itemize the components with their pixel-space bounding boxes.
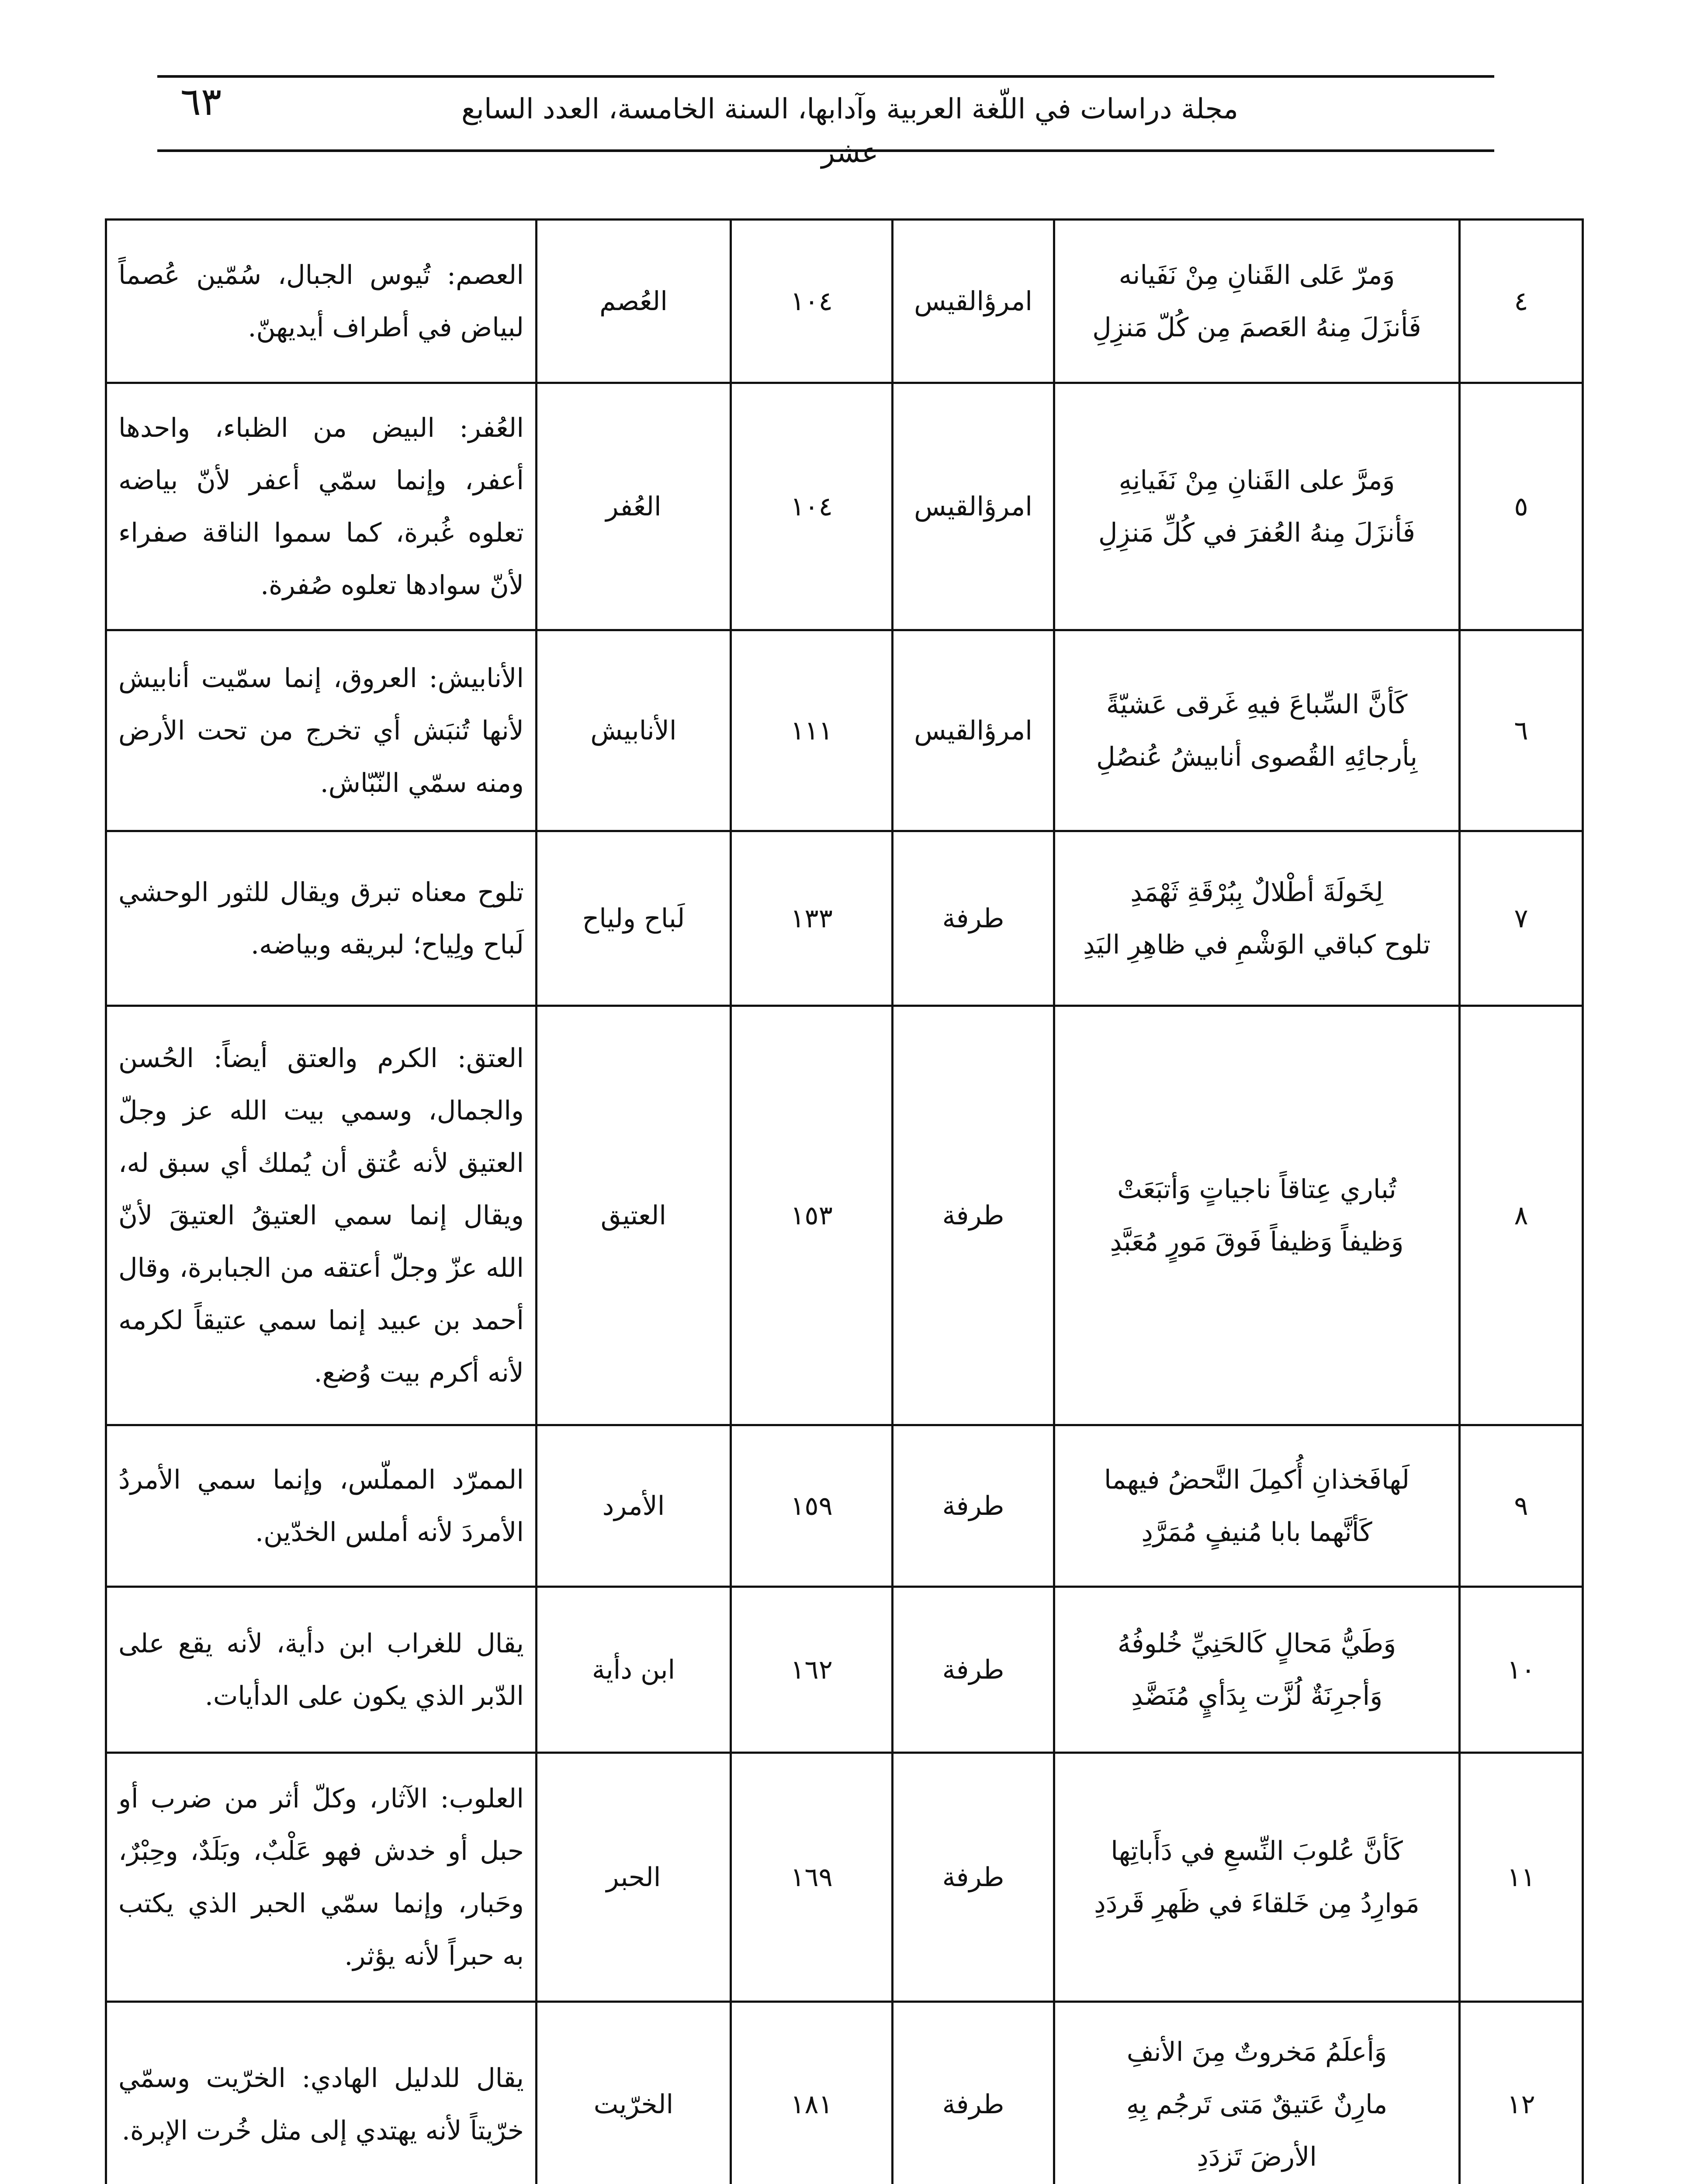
row-number: ٥: [1460, 383, 1583, 630]
poet-cell: امرؤالقيس: [893, 220, 1054, 383]
table-row: [106, 2002, 1583, 2184]
explanation-cell: الممرّد المملّس، وإنما سمي الأمردُ الأمردَ لأنه أملس الخدّين.: [106, 1425, 537, 1587]
verse-line: لِخَولَةَ أطْلالٌ بِبُرْقَةِ ثَهْمَدِ: [1130, 877, 1383, 908]
poet-cell: امرؤالقيس: [893, 630, 1054, 831]
explanation-cell: العصم: تُيوس الجبال، سُمّين عُصماً لبياض في أطراف أيديهنّ.: [106, 220, 537, 383]
page-cell: ١٥٩: [731, 1425, 893, 1587]
verse-line: مَوارِدُ مِن خَلقاءَ في ظَهرِ قَردَدِ: [1094, 1888, 1420, 1919]
explanation-cell: يقال للغراب ابن دأية، لأنه يقع على الدّبر الذي يكون على الدأيات.: [106, 1587, 537, 1753]
verse-line: كَأنَّ السِّباعَ فيهِ غَرقى عَشيّةً: [1106, 689, 1408, 720]
page-cell: ١٥٣: [731, 1006, 893, 1425]
poet-cell: امرؤالقيس: [893, 383, 1054, 630]
word-cell: لَباح ولياح: [537, 831, 731, 1006]
explanation-cell: العلوب: الآثار، وكلّ أثر من ضرب أو حبل أو خدش فهو عَلْبٌ، وبَلَدٌ، وحِبْرٌ، وحَبار، وإنما سمّي الحبر الذي يكتب به حبراً لأنه يؤثر.: [106, 1753, 537, 2002]
word-cell: ابن دأية: [537, 1587, 731, 1753]
explanation-cell: العُفر: البيض من الظباء، واحدها أعفر، وإنما سمّي أعفر لأنّ بياضه تعلوه غُبرة، كما سموا الناقة صفراء لأنّ سوادها تعلوه صُفرة.: [106, 383, 537, 630]
table-row: [106, 831, 1583, 1006]
table-body: [106, 220, 1583, 2184]
verse-line: لَهافَخذانِ أُكمِلَ النَّحضُ فيهما: [1104, 1464, 1410, 1495]
page-cell: ١٣٣: [731, 831, 893, 1006]
verse-cell: [1054, 1753, 1460, 2002]
verse-cell: [1054, 831, 1460, 1006]
verse-line: تلوح كباقي الوَشْمِ في ظاهِرِ اليَدِ: [1083, 929, 1431, 960]
verse-cell: [1054, 1587, 1460, 1753]
verse-line: مارِنٌ عَتيقٌ مَتى تَرجُم بِهِ: [1126, 2089, 1388, 2120]
explanation-cell: الأنابيش: العروق، إنما سمّيت أنابيش لأنها تُنبَش أي تخرج من تحت الأرض ومنه سمّي النّبّاش.: [106, 630, 537, 831]
row-number: ٦: [1460, 630, 1583, 831]
verse-line: كَأنَّ عُلوبَ النِّسعِ في دَأَباتِها: [1111, 1835, 1403, 1866]
verse-cell: [1054, 1006, 1460, 1425]
word-cell: العُفر: [537, 383, 731, 630]
word-cell: الحبر: [537, 1753, 731, 2002]
header-rule-top: [157, 75, 1494, 78]
table-row: [106, 1006, 1583, 1425]
header-rule-bottom: [157, 149, 1494, 152]
poet-cell: طرفة: [893, 831, 1054, 1006]
page-cell: ١٦٢: [731, 1587, 893, 1753]
table-row: [106, 383, 1583, 630]
row-number: ١١: [1460, 1753, 1583, 2002]
table-row: [106, 1753, 1583, 2002]
verse-line: فَأنزَلَ مِنهُ العَصمَ مِن كُلّ مَنزِلِ: [1092, 312, 1421, 343]
journal-title: مجلة دراسات في اللّغة العربية وآدابها، السنة الخامسة، العدد السابع عشر: [461, 93, 1239, 169]
verse-cell: [1054, 1425, 1460, 1587]
page-cell: ١٠٤: [731, 383, 893, 630]
verse-cell: [1054, 383, 1460, 630]
poet-cell: طرفة: [893, 1425, 1054, 1587]
verse-cell: [1054, 2002, 1460, 2184]
row-number: ٩: [1460, 1425, 1583, 1587]
poet-cell: طرفة: [893, 1753, 1054, 2002]
verse-line: الأرضَ تَزدَدِ: [1197, 2141, 1317, 2172]
word-cell: العُصم: [537, 220, 731, 383]
row-number: ١٢: [1460, 2002, 1583, 2184]
word-cell: الأمرد: [537, 1425, 731, 1587]
word-cell: العتيق: [537, 1006, 731, 1425]
poet-cell: طرفة: [893, 2002, 1054, 2184]
verse-cell: [1054, 220, 1460, 383]
verse-line: وَظيفاً وَظيفاً فَوقَ مَورٍ مُعَبَّدِ: [1110, 1226, 1404, 1257]
table-row: [106, 1587, 1583, 1753]
verse-line: وَأعلَمُ مَخروتٌ مِنَ الأنفِ: [1126, 2036, 1387, 2067]
verse-line: فَأنزَلَ مِنهُ العُفرَ في كُلِّ مَنزِلِ: [1098, 517, 1416, 548]
verse-cell: [1054, 630, 1460, 831]
page-cell: ١٠٤: [731, 220, 893, 383]
verse-line: وَمرّ عَلى القَنانِ مِنْ نَفَيانه: [1119, 259, 1395, 290]
page-number: ٦٣: [180, 79, 222, 124]
verse-line: وَطَيُّ مَحالٍ كَالحَنِيِّ خُلوفُهُ: [1117, 1628, 1396, 1659]
word-cell: الأنابيش: [537, 630, 731, 831]
table-row: [106, 220, 1583, 383]
explanation-cell: تلوح معناه تبرق ويقال للثور الوحشي لَباح ولِياح؛ لبريقه وبياضه.: [106, 831, 537, 1006]
verse-line: بِأرجائِهِ القُصوى أنابيشُ عُنصُلِ: [1096, 741, 1418, 772]
verse-line: كَأنَّهما بابا مُنيفٍ مُمَرَّدِ: [1141, 1517, 1372, 1548]
row-number: ٨: [1460, 1006, 1583, 1425]
verse-line: وَأجرِنَةٌ لُزَّت بِدَأيٍ مُنَضَّدِ: [1131, 1680, 1383, 1711]
verse-line: تُباري عِتاقاً ناجياتٍ وَأتبَعَتْ: [1117, 1174, 1396, 1205]
row-number: ٤: [1460, 220, 1583, 383]
table-row: [106, 1425, 1583, 1587]
poet-cell: طرفة: [893, 1587, 1054, 1753]
row-number: ١٠: [1460, 1587, 1583, 1753]
explanation-cell: يقال للدليل الهادي: الخرّيت وسمّي خرّيتاً لأنه يهتدي إلى مثل خُرت الإبرة.: [106, 2002, 537, 2184]
table-row: [106, 630, 1583, 831]
row-number: ٧: [1460, 831, 1583, 1006]
explanation-cell: العتق: الكرم والعتق أيضاً: الحُسن والجمال، وسمي بيت الله عز وجلّ العتيق لأنه عُتق أن يُملك أي سبق له، ويقال إنما سمي العتيقُ العتيقَ لأنّ الله عزّ وجلّ أعتقه من الجبابرة، وقال أحمد بن عبيد إنما سمي عتيقاً لكرمه لأنه أكرم بيت وُضع.: [106, 1006, 537, 1425]
vocabulary-table: [105, 218, 1584, 2184]
page-cell: ١٦٩: [731, 1753, 893, 2002]
page-cell: ١٨١: [731, 2002, 893, 2184]
word-cell: الخرّيت: [537, 2002, 731, 2184]
verse-line: وَمرَّ على القَنانِ مِنْ نَفَيانِهِ: [1119, 465, 1395, 496]
poet-cell: طرفة: [893, 1006, 1054, 1425]
page-cell: ١١١: [731, 630, 893, 831]
